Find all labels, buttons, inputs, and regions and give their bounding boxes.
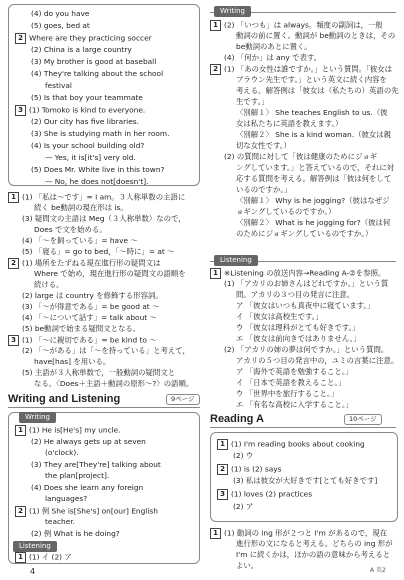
note-line: 1 ※Listening の放送内容→Reading A-②を参照。 <box>210 268 385 279</box>
note-line: ア 「海外で英語を勉強すること。」 <box>236 367 353 376</box>
note-line: ブラウン先生です。」という英文に続く内容を <box>236 75 387 84</box>
note-line: have[has] を用いる。 <box>34 357 111 366</box>
answer-line: (3) 私は彼女が大好きです[とても好きです] <box>233 476 378 485</box>
writing-tag: Writing <box>19 412 56 423</box>
note-line: 〈別解１〉 Why is he jogging?（彼はなぜジ <box>236 196 390 205</box>
answer-line: — No, he does not[doesn't]. <box>45 177 149 186</box>
note-line: 動詞の前に置く。動詞が be動詞のときは，その <box>236 31 396 40</box>
note-line: よい。 <box>236 561 259 570</box>
note-line: 考える。解答例は「彼女は（私たちの）英語の先 <box>236 86 399 95</box>
question-number-1: 1 <box>15 552 26 563</box>
note-line: (4) 「何か」は any で表す。 <box>224 53 322 62</box>
note-line: 問。アカリの３つ目の発言に注意。 <box>236 290 355 299</box>
listening-tag: Listening <box>13 541 57 552</box>
answer-line: 3 (1) Tomoko is kind to everyone. <box>15 105 145 116</box>
question-number-1: 1 <box>210 528 221 539</box>
note-line: (2) の質問に対して「彼は健康のためにジョギ <box>224 152 378 161</box>
answer-line: (4) do you have <box>31 9 90 18</box>
note-line: 続く be動詞の現在形は is。 <box>34 203 128 212</box>
note-line: be動詞のあとに置く。 <box>236 42 312 51</box>
question-number-2: 2 <box>15 506 26 517</box>
note-line: イ 「日本で英語を教えること。」 <box>236 378 346 387</box>
answer-line: languages? <box>45 494 88 503</box>
note-line: ングしています。」と答えているので，それに対 <box>236 163 395 172</box>
reading-a-title: Reading A <box>210 413 264 425</box>
question-number-1: 1 <box>8 192 19 203</box>
answer-line: 3 (1) loves (2) practices <box>217 489 312 500</box>
note-line: Does で文を始める。 <box>34 225 107 234</box>
note-line: (5) 主語が３人称単数で，一般動詞の疑問文と <box>22 368 176 377</box>
note-line: 2 (1) 「あの女性は誰ですか。」という質問。「彼女は <box>210 64 392 75</box>
note-line: アカリの５つ目の発言中の，ユミの言葉に注意。 <box>236 356 399 365</box>
answer-line: 2 (1) 例 She is[She's] on[our] English <box>15 506 158 517</box>
answer-line: 2 Where are they practicing soccer <box>15 33 152 44</box>
note-line: なる。〈Does＋主語＋動詞の原形～?〉の語順。 <box>34 379 194 388</box>
answer-line: 1 (1) He is[He's] my uncle. <box>15 425 121 436</box>
note-line: 1 (1) 「私は～です」= I am。３人称単数の主語に <box>8 192 185 203</box>
note-line: 生です。」 <box>236 97 269 106</box>
note-line: 進行形の文になると考える。どちらの ing 形が <box>236 539 393 548</box>
answer-line: (2) ア <box>233 502 254 511</box>
page-number: 4 <box>30 567 36 576</box>
question-number-2: 2 <box>217 464 228 475</box>
note-line: ョギングしているのですか。） <box>236 207 336 216</box>
answer-box-1 <box>8 4 200 186</box>
question-number-3: 3 <box>15 105 26 116</box>
page-reference: 10ページ <box>344 414 382 425</box>
note-line: (2) large は country を修飾する形容詞。 <box>22 291 163 300</box>
section-rule <box>210 427 396 428</box>
page-reference: 9ページ <box>166 394 200 405</box>
note-line: 応する質問を考える。解答例は「彼は何をして <box>236 174 392 183</box>
question-number-2: 2 <box>15 33 26 44</box>
note-line: (2) 「アカリの姉の夢は何ですか。」という質問。 <box>224 345 389 354</box>
question-number-1: 1 <box>210 268 221 279</box>
note-line: ウ 「世界中を旅行すること。」 <box>236 389 339 398</box>
answer-line: 2 (1) is (2) says <box>217 464 282 475</box>
book-code: A 英2 <box>370 567 386 574</box>
note-line: (5) 「寝る」= go to bed，「～時に」= at ～ <box>22 247 175 256</box>
listening-tag: Listening <box>214 255 258 266</box>
section-rule <box>8 407 200 408</box>
answer-line: (o'clock). <box>45 448 79 457</box>
answer-line: (3) They are[They're] talking about <box>31 460 161 469</box>
answer-line: (2) He always gets up at seven <box>31 437 146 446</box>
note-line: (5) be動詞で始まる疑問文となる。 <box>22 324 141 333</box>
note-line: (4) 「～を飼っている」= have ～ <box>22 236 138 245</box>
note-line: のためにジョギングしているのですか。） <box>236 229 373 238</box>
question-number-2: 2 <box>210 64 221 75</box>
note-line: ア 「彼女はいつも真夜中に寝ています。」 <box>236 301 375 310</box>
note-line: ウ 「彼女は理科がとても好きです。」 <box>236 323 360 332</box>
answer-line: — Yes, it is[it's] very old. <box>45 153 136 162</box>
note-line: イ 「彼女は高校生です。」 <box>236 312 323 321</box>
answer-line: festival <box>45 81 72 90</box>
note-line: 〈別解２〉 She is a kind woman.（彼女は親 <box>236 130 392 139</box>
answer-line: (2) Our city has five libraries. <box>31 117 139 126</box>
answer-line: teacher. <box>45 517 75 526</box>
question-number-1: 1 <box>217 439 228 450</box>
answer-line: the plan[project]. <box>45 471 110 480</box>
note-line: 1 (2) 「いつも」は always。頻度の副詞は，一般 <box>210 20 383 31</box>
note-line: (3) 「～が得意である」= be good at ～ <box>22 302 160 311</box>
note-line: 女は私たちに英語を教えます。） <box>236 119 343 128</box>
question-number-3: 3 <box>217 489 228 500</box>
note-line: 続ける。 <box>34 280 64 289</box>
question-number-1: 1 <box>210 20 221 31</box>
note-line: (2) 「～がある」は「～を持っている」と考えて， <box>22 346 190 355</box>
reading-a-box <box>210 432 398 522</box>
section-title: Writing and Listening <box>8 393 121 405</box>
answer-line: (5) Is that boy your teammate <box>31 93 143 102</box>
note-line: 〈別解２〉 What is he jogging for?（彼は何 <box>236 218 391 227</box>
note-line: 〈別解１〉 She teaches English to us.（彼 <box>236 108 388 117</box>
answer-line: (4) They're talking about the school <box>31 69 164 78</box>
answer-line: (4) Does she learn any foreign <box>31 483 144 492</box>
note-line: エ 「彼女は前向きではありません。」 <box>236 334 361 343</box>
answer-line: 1 (1) I'm reading books about cooking <box>217 439 365 450</box>
note-line: Where で始め，現在進行形の疑問文の語順を <box>34 269 186 278</box>
answer-line: (2) China is a large country <box>31 45 132 54</box>
answer-line: (3) My brother is good at baseball <box>31 57 157 66</box>
note-line: 2 (1) 場所をたずねる現在進行形の疑問文は <box>8 258 160 269</box>
answer-line: (5) goes, bed at <box>31 21 90 30</box>
note-line: (3) 疑問文の主語は Meg（３人称単数）なので， <box>22 214 186 223</box>
writing-listening-box <box>8 412 200 564</box>
note-line: エ 「有名な高校に入学すること。」 <box>236 400 353 409</box>
question-number-2: 2 <box>8 258 19 269</box>
answer-line: (5) Does Mr. White live in this town? <box>31 165 165 174</box>
question-number-3: 3 <box>8 335 19 346</box>
note-line: (4) 「～について話す」= talk about ～ <box>22 313 157 322</box>
writing-tag: Writing <box>214 6 251 17</box>
note-line: (1) 「アカリのお姉さんはどれですか。」という質 <box>224 279 389 288</box>
question-number-1: 1 <box>15 425 26 436</box>
answer-line: (2) ウ <box>233 451 254 460</box>
note-line: 切な女性です。） <box>236 141 291 150</box>
note-line: I'm に続くかは，ほかの語の意味から考えると <box>236 550 391 559</box>
note-line: いるのですか。」 <box>236 185 292 194</box>
note-line: 3 (1) 「～に親切である」= be kind to ～ <box>8 335 157 346</box>
answer-line: (3) She is studying math in her room. <box>31 129 170 138</box>
answer-line: (4) Is your school building old? <box>31 141 145 150</box>
answer-line: (2) 例 What is he doing? <box>31 529 120 538</box>
note-line: 1 (1) 動詞の ing 形が２つと I'm があるので，現在 <box>210 528 387 539</box>
answer-line: 1 (1) イ (2) ア <box>15 552 72 563</box>
